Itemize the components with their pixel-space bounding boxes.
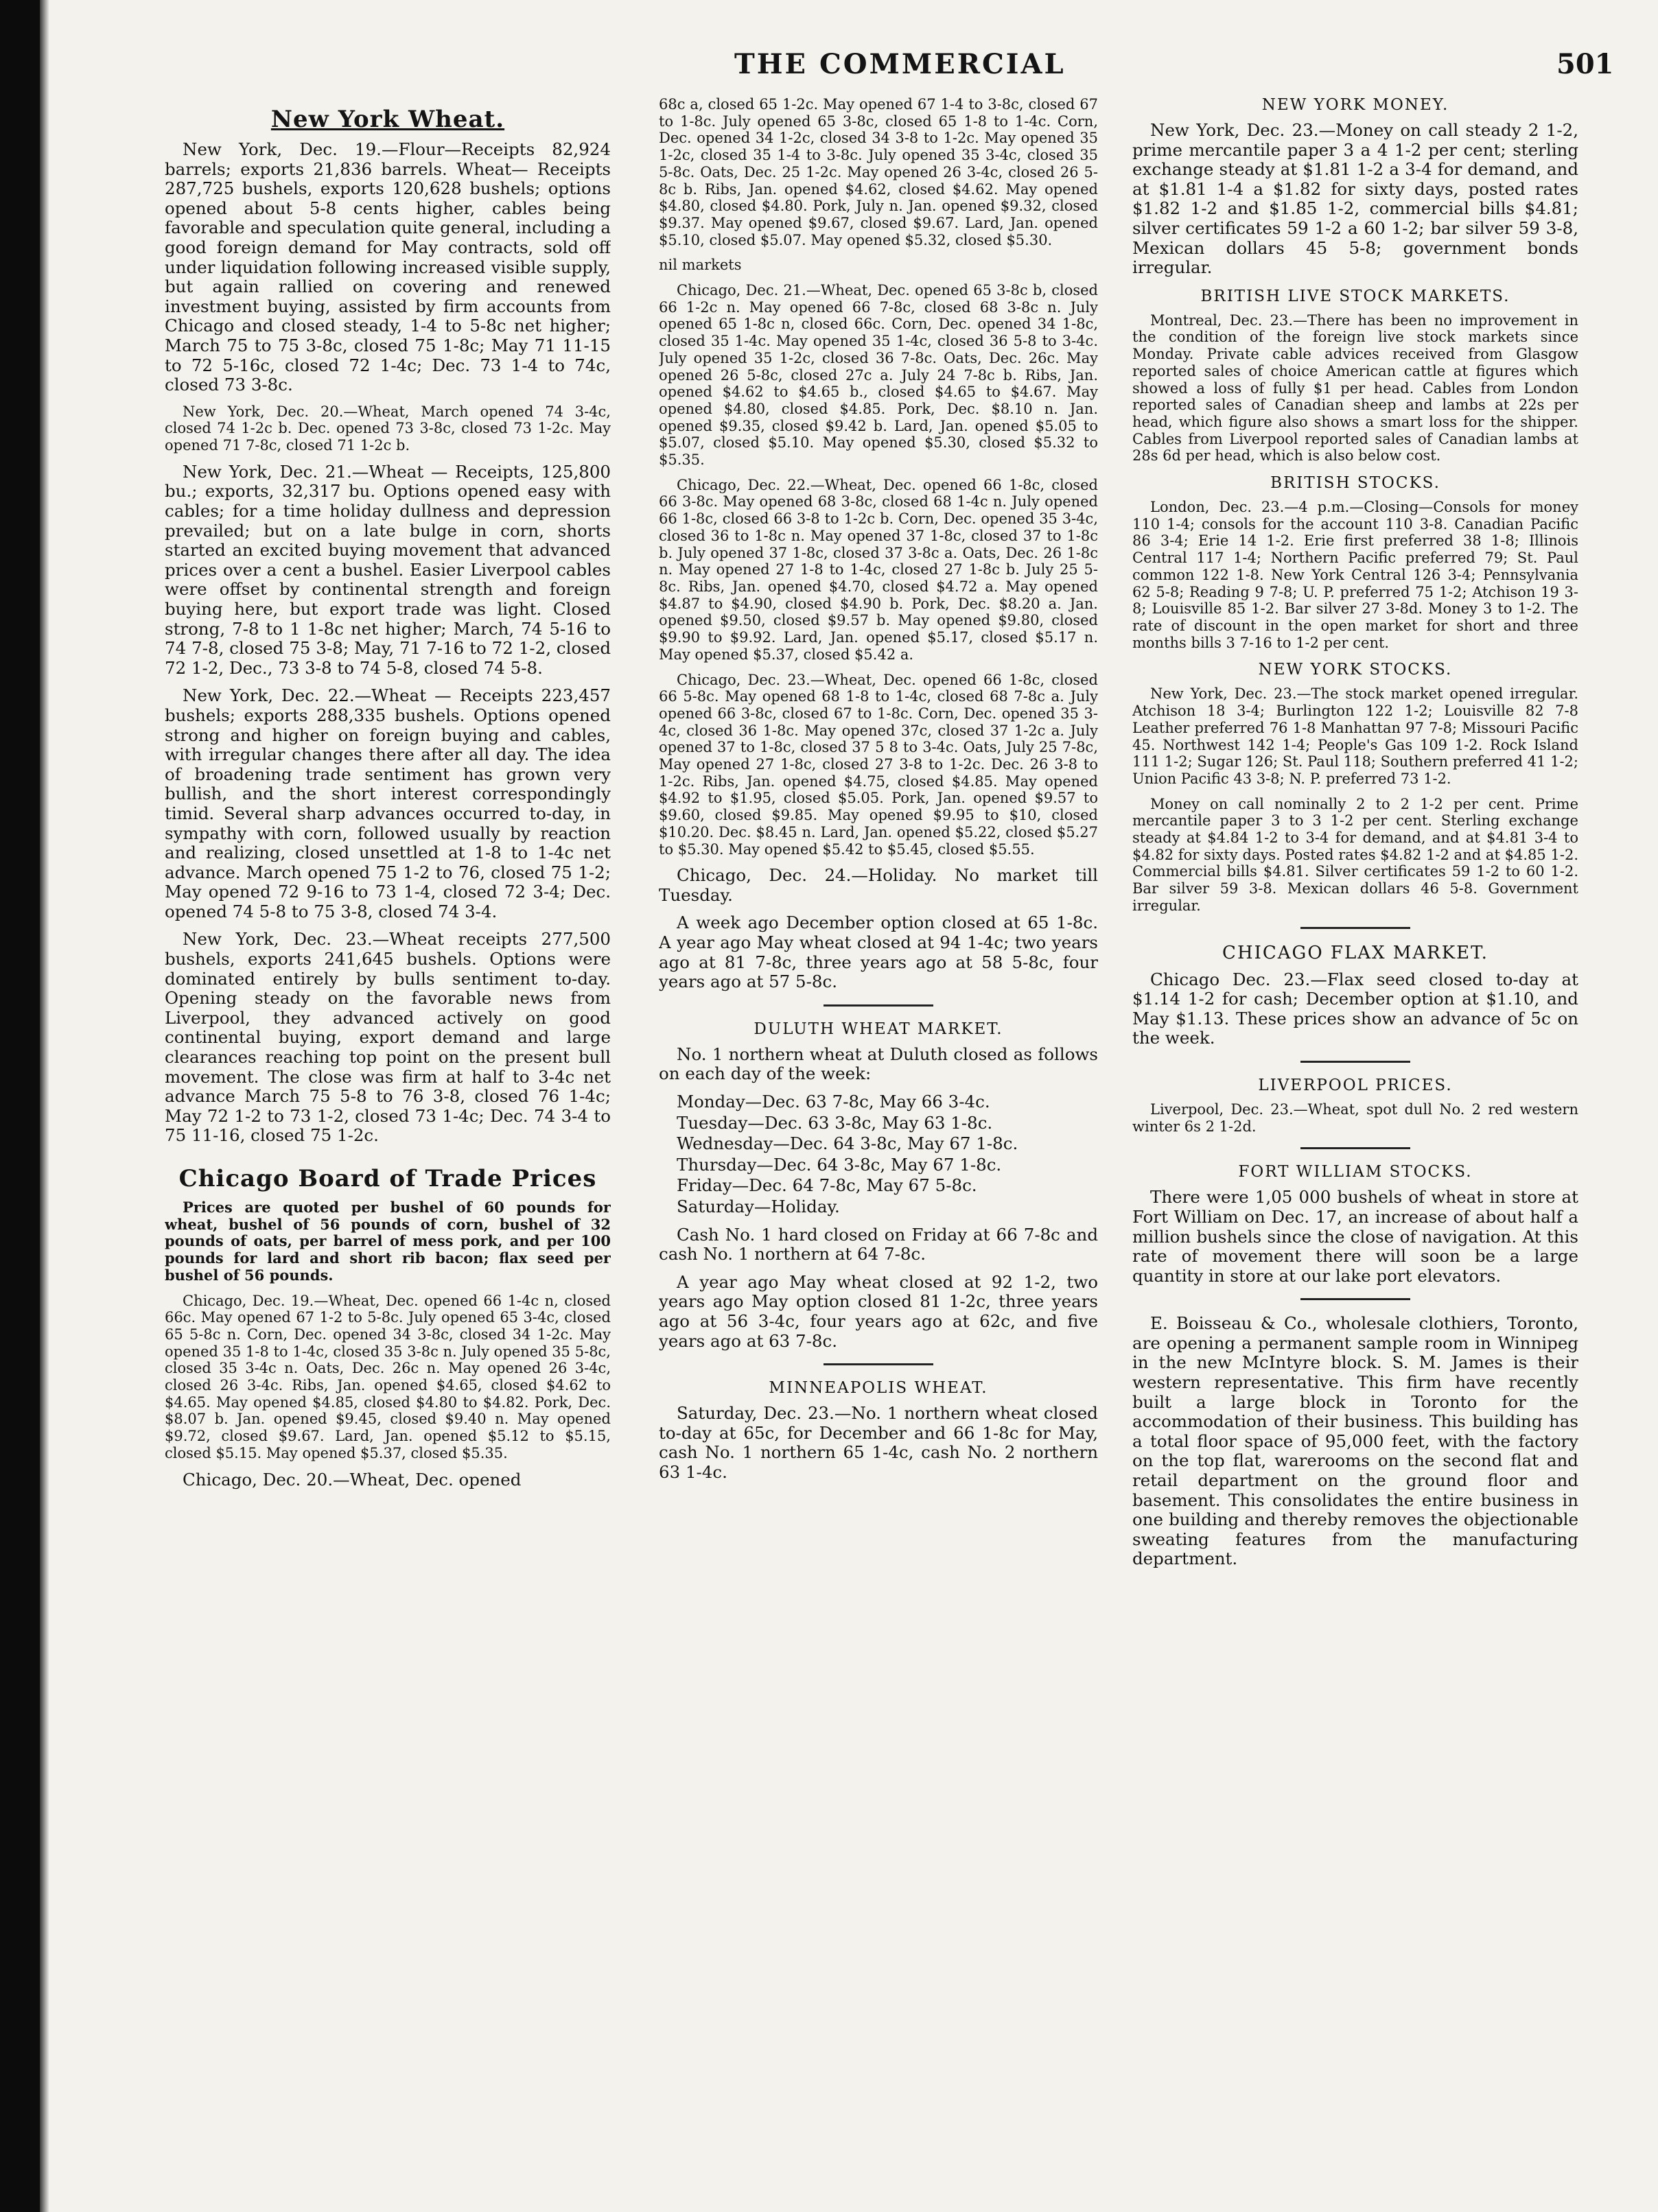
heading-liverpool-prices: LIVERPOOL PRICES. bbox=[1258, 1076, 1453, 1094]
column-right bbox=[1132, 96, 1578, 2017]
section-divider bbox=[1300, 1147, 1410, 1149]
article-paragraph: nil markets bbox=[659, 257, 742, 274]
section-divider bbox=[1300, 927, 1410, 929]
duluth-day-line: Wednesday—Dec. 64 3-8c, May 67 1-8c. bbox=[677, 1133, 1018, 1154]
article-paragraph: New York, Dec. 23.—Money on call steady 2 1-2, prime mercantile paper 3 a 4 1-2 per cent; sterling exchange steady at $1.81 1-2 a 3-4 for demand, and at $1.81 1-4 a $1.82 for sixty days, posted rates $1.82 1-2 and $1.85 1-2, commercial bills $4.81; silver certificates 59 1-2 a 60 1-2; bar silver 59 3-8, Mexican dollars 45 5-8; government bonds irregular. bbox=[1132, 120, 1578, 278]
article-paragraph: Chicago, Dec. 24.—Holiday. No market till Tuesday. bbox=[659, 865, 1098, 905]
article-paragraph: Saturday, Dec. 23.—No. 1 northern wheat closed to-day at 65c, for December and 66 1-8c for May, cash No. 1 northern 65 1-4c, cash No. 2 northern 63 1-4c. bbox=[659, 1403, 1098, 1482]
article-paragraph: New York, Dec. 22.—Wheat — Receipts 223,457 bushels; exports 288,335 bushels. Options opened strong and higher on foreign buying and cables, with irregular changes there after all day. The idea of broadening trade sentiment has grown very bullish, and the short interest correspondingly timid. Several sharp advances occurred to-day, in sympathy with corn, followed usually by reaction and realizing, closed unsettled at 1-8 to 1-4c net advance. March opened 75 1-2 to 76, closed 75 1-2; May opened 72 9-16 to 73 1-4, closed 72 3-4; Dec. opened 74 5-8 to 75 3-8, closed 74 3-4. bbox=[165, 685, 611, 921]
article-paragraph: Money on call nominally 2 to 2 1-2 per cent. Prime mercantile paper 3 to 3 1-2 per cent. Sterling exchange steady at $4.84 1-2 to 3-4 for demand, and at $4.81 3-4 to $4.82 for sixty days. Posted rates $4.82 1-2 and at $4.85 1-2. Commercial bills $4.81. Silver certificates 59 1-2 to 60 1-2. Bar silver 59 3-8. Mexican dollars 46 5-8. Government irregular. bbox=[1132, 795, 1578, 914]
article-paragraph: Liverpool, Dec. 23.—Wheat, spot dull No. 2 red western winter 6s 2 1-2d. bbox=[1132, 1101, 1578, 1135]
article-paragraph: 68c a, closed 65 1-2c. May opened 67 1-4 to 3-8c, closed 67 to 1-8c. July opened 65 3-8c, closed 65 1-8 to 1-4c. Corn, Dec. opened 34 1-2c, closed 34 3-8 to 1-2c. May opened 35 1-2c, closed 35 1-4 to 3-8c. July opened 35 3-4c, closed 35 5-8c. Oats, Dec. 25 1-2c. May opened 26 3-4c, closed 26 5-8c b. Ribs, Jan. opened $4.62, closed $4.62. May opened $4.80, closed $4.80. Pork, July n. Jan. opened $9.32, closed $9.37. May opened $9.67, closed $9.67. Lard, Jan. opened $5.10, closed $5.07. May opened $5.32, closed $5.30. bbox=[659, 96, 1098, 248]
article-paragraph: Chicago, Dec. 19.—Wheat, Dec. opened 66 1-4c n, closed 66c. May opened 67 1-2 to 5-8c. July opened 65 3-4c, closed 65 5-8c n. Corn, Dec. opened 34 3-8c, closed 34 1-2c. May opened 35 1-8 to 1-4c, closed 35 3-8c n. July opened 35 5-8c, closed 35 3-4c n. Oats, Dec. 26c n. May opened 26 3-4c, closed 26 3-4c. Ribs, Jan. opened $4.65, closed $4.62 to $4.65. May opened $4.85, closed $4.80 to $4.82. Pork, Dec. $8.07 b. Jan. opened $9.45, closed $9.40 n. May opened $9.72, closed $9.67. Lard, Jan. opened $5.12 to $5.15, closed $5.15. May opened $5.37, closed $5.35. bbox=[165, 1292, 611, 1461]
article-paragraph: London, Dec. 23.—4 p.m.—Closing—Consols for money 110 1-4; consols for the account 110 3-8. Canadian Pacific 86 3-4; Erie 14 1-2. Erie first preferred 38 1-8; Illinois Central 117 1-4; Northern Pacific preferred 79; St. Paul common 122 1-8. New York Central 126 3-4; Pennsylvania 62 5-8; Reading 9 7-8; U. P. preferred 75 1-2; Atchison 19 3-8; Louisville 85 1-2. Bar silver 27 3-8d. Money 3 to 1-2. The rate of discount in the open market for short and three months bills 3 7-16 to 1-2 per cent. bbox=[1132, 499, 1578, 651]
article-paragraph: New York, Dec. 23.—The stock market opened irregular. Atchison 18 3-4; Burlington 122 1-2; Louisville 82 7-8 Leather preferred 76 1-8 Manhattan 97 7-8; Missouri Pacific 45. Northwest 142 1-4; People's Gas 109 1-2. Rock Island 111 1-2; Sugar 126; St. Paul 118; Southern preferred 41 1-2; Union Pacific 43 3-8; N. P. preferred 73 1-2. bbox=[1132, 685, 1578, 787]
article-paragraph: New York, Dec. 19.—Flour—Receipts 82,924 barrels; exports 21,836 barrels. Wheat— Receipts 287,725 bushels, exports 120,628 bushels; options opened about 5-8 cents higher, cables being favorable and speculation quite general, including a good foreign demand for May contracts, sold off under liquidation following increased visible supply, but again rallied on covering and renewed investment buying, assisted by firm accounts from Chicago and closed steady, 1-4 to 5-8c net higher; March 75 to 75 3-8c, closed 75 1-8c; May 71 11-15 to 72 5-16c, closed 72 1-4c; Dec. 73 1-4 to 74c, closed 73 3-8c. bbox=[165, 139, 611, 395]
heading-chicago-board-of-trade: Chicago Board of Trade Prices bbox=[178, 1165, 597, 1193]
article-paragraph: Chicago, Dec. 22.—Wheat, Dec. opened 66 1-8c, closed 66 3-8c. May opened 68 3-8c, closed 68 1-4c n. July opened 66 1-8c, closed 66 3-8 to 1-2c b. Corn, Dec. opened 35 3-4c, closed 36 to 1-8c n. May opened 37 1-8c, closed 37 to 1-8c b. July opened 37 1-8c, closed 37 3-8c a. Oats, Dec. 26 1-8c n. May opened 27 1-8 to 1-4c, closed 27 1-8c b. July 25 5-8c. Ribs, Jan. opened $4.70, closed $4.72 a. May opened $4.87 to $4.90, closed $4.90 b. Pork, Dec. $8.20 a. Jan. opened $9.50, closed $9.57 b. May opened $9.80, closed $9.90 to $9.92. Lard, Jan. opened $5.17, closed $5.17 n. May opened $5.37, closed $5.42 a. bbox=[659, 476, 1098, 663]
duluth-day-line: Saturday—Holiday. bbox=[677, 1196, 840, 1216]
duluth-day-line: Thursday—Dec. 64 3-8c, May 67 1-8c. bbox=[677, 1154, 1002, 1175]
heading-new-york-wheat: New York Wheat. bbox=[270, 106, 505, 133]
article-paragraph: E. Boisseau & Co., wholesale clothiers, Toronto, are opening a permanent sample room in Winnipeg in the new McIntyre block. S. M. James is their western representative. This firm have recently built a large block in Toronto for the accommodation of their business. This building has a total floor space of 95,000 feet, with the factory on the top flat, warerooms on the second flat and retail department on the ground floor and basement. This consolidates the entire business in one building and thereby removes the objectionable sweating features from the manufacturing department. bbox=[1132, 1313, 1578, 1569]
column-middle bbox=[659, 96, 1098, 2182]
running-head: THE COMMERCIAL bbox=[734, 48, 1066, 80]
article-paragraph: Chicago, Dec. 21.—Wheat, Dec. opened 65 3-8c b, closed 66 1-2c n. May opened 66 7-8c, closed 68 3-8c n. July opened 65 1-8c n, closed 66c. Corn, Dec. opened 34 1-8c, closed 35 1-4c. May opened 35 1-4c, closed 36 5-8 to 3-4c. July opened 35 1-2c, closed 36 7-8c. Oats, Dec. 26c. May opened 26 5-8c, closed 27c a. July 24 7-8c b. Ribs, Jan. opened $4.62 to $4.65 b., closed $4.65 to $4.67. May opened $4.80, closed $4.85. Pork, Dec. $8.10 n. Jan. opened $9.35, closed $9.42 b. Lard, Jan. opened $5.05 to $5.07, closed $5.10. May opened $5.30, closed $5.32 to $5.35. bbox=[659, 282, 1098, 469]
page-binding-shadow bbox=[0, 0, 40, 2212]
heading-british-live-stock: BRITISH LIVE STOCK MARKETS. bbox=[1200, 287, 1510, 305]
article-paragraph: There were 1,05 000 bushels of wheat in store at Fort William on Dec. 17, an increase of about half a million bushels since the close of navigation. At this rate of movement there will soon be a large quantity in store at our lake port elevators. bbox=[1132, 1187, 1578, 1286]
heading-new-york-stocks: NEW YORK STOCKS. bbox=[1258, 661, 1453, 679]
duluth-day-line: Monday—Dec. 63 7-8c, May 66 3-4c. bbox=[677, 1091, 990, 1111]
article-paragraph: New York, Dec. 20.—Wheat, March opened 74 3-4c, closed 74 1-2c b. Dec. opened 73 3-8c, closed 73 1-2c. May opened 71 7-8c, closed 71 1-2c b. bbox=[165, 403, 611, 454]
article-paragraph: No. 1 northern wheat at Duluth closed as follows on each day of the week: bbox=[659, 1044, 1098, 1084]
duluth-day-line: Tuesday—Dec. 63 3-8c, May 63 1-8c. bbox=[677, 1112, 993, 1133]
heading-new-york-money: NEW YORK MONEY. bbox=[1261, 96, 1449, 114]
page-number: 501 bbox=[1556, 48, 1614, 80]
article-paragraph: New York, Dec. 23.—Wheat receipts 277,500 bushels, exports 241,645 bushels. Options were dominated entirely by bulls sentiment to-day. Opening steady on the favorable news from Liverpool, they advanced actively on good continental buying, export demand and large clearances reaching top point on the present bull movement. The close was firm at half to 3-4c net advance March 75 5-8 to 76 3-8, closed 76 1-4c; May 72 1-2 to 73 1-2, closed 73 1-4c; Dec. 74 3-4 to 75 11-16, closed 75 1-2c. bbox=[165, 929, 611, 1146]
page-binding-edge bbox=[40, 0, 49, 2212]
article-paragraph: A week ago December option closed at 65 1-8c. A year ago May wheat closed at 94 1-4c; two years ago at 81 7-8c, three years ago at 58 5-8c, four years ago at 57 5-8c. bbox=[659, 913, 1098, 992]
article-paragraph: Cash No. 1 hard closed on Friday at 66 7-8c and cash No. 1 northern at 64 7-8c. bbox=[659, 1224, 1098, 1264]
section-divider bbox=[1300, 1061, 1410, 1063]
board-intro: Prices are quoted per bushel of 60 pounds for wheat, bushel of 56 pounds of corn, bushel of 32 pounds of oats, per barrel of mess pork, and per 100 pounds for lard and short rib bacon; flax seed per bushel of 56 pounds. bbox=[165, 1199, 611, 1284]
heading-fort-william-stocks: FORT WILLIAM STOCKS. bbox=[1238, 1163, 1473, 1181]
section-divider bbox=[824, 1004, 933, 1007]
article-paragraph: Chicago, Dec. 23.—Wheat, Dec. opened 66 1-8c, closed 66 5-8c. May opened 68 1-8 to 1-4c, closed 68 7-8c a. July opened 66 3-8c, closed 67 to 1-8c. Corn, Dec. opened 35 3-4c, closed 36 1-8c. May opened 37c, closed 37 1-2c a. July opened 37 to 1-8c, closed 37 5 8 to 3-4c. Oats, July 25 7-8c, May opened 27 1-8c, closed 27 3-8 to 1-2c. Dec. 26 3-8 to 1-2c. Ribs, Jan. opened $4.75, closed $4.85. May opened $4.92 to $1.95, closed $5.05. Pork, Jan. opened $9.57 to $9.60, closed $9.85. May opened $9.95 to $10, closed $10.20. Dec. $8.45 n. Lard, Jan. opened $5.22, closed $5.27 to $5.30. May opened $5.42 to $5.45, closed $5.55. bbox=[659, 671, 1098, 858]
section-divider bbox=[824, 1363, 933, 1365]
article-paragraph: Montreal, Dec. 23.—There has been no improvement in the condition of the foreign live stock markets since Monday. Private cable advices received from Glasgow reported sales of choice American cattle at figures which showed a loss of fully $1 per head. Cables from London reported sales of Canadian sheep and lambs at 22s per head, which figure also shows a smart loss for the shipper. Cables from Liverpool reported sales of Canadian lambs at 28s 6d per head, which is also below cost. bbox=[1132, 311, 1578, 464]
heading-chicago-flax: CHICAGO FLAX MARKET. bbox=[1222, 942, 1488, 963]
duluth-day-line: Friday—Dec. 64 7-8c, May 67 5-8c. bbox=[677, 1175, 977, 1196]
article-paragraph: A year ago May wheat closed at 92 1-2, two years ago May option closed 81 1-2c, three years ago at 56 3-4c, four years ago at 62c, and five years ago at 63 7-8c. bbox=[659, 1271, 1098, 1351]
heading-duluth-wheat: DULUTH WHEAT MARKET. bbox=[754, 1020, 1003, 1038]
column-left bbox=[165, 96, 611, 2175]
article-paragraph: New York, Dec. 21.—Wheat — Receipts, 125,800 bu.; exports, 32,317 bu. Options opened easy with cables; for a time holiday dullness and depression prevailed; but on a late bulge in corn, shorts started an excited buying movement that advanced prices over a cent a bushel. Easier Liverpool cables were offset by continental strength and foreign buying here, but export trade was light. Closed strong, 7-8 to 1 1-8c net higher; March, 74 5-16 to 74 7-8, closed 75 3-8; May, 71 7-16 to 72 1-2, closed 72 1-2, Dec., 73 3-8 to 74 5-8, closed 74 5-8. bbox=[165, 461, 611, 678]
article-paragraph: Chicago, Dec. 20.—Wheat, Dec. opened bbox=[183, 1469, 522, 1490]
heading-british-stocks: BRITISH STOCKS. bbox=[1270, 474, 1440, 493]
article-paragraph: Chicago Dec. 23.—Flax seed closed to-day at $1.14 1-2 for cash; December option at $1.10, and May $1.13. These prices show an advance of 5c on the week. bbox=[1132, 969, 1578, 1048]
section-divider bbox=[1300, 1298, 1410, 1300]
heading-minneapolis-wheat: MINNEAPOLIS WHEAT. bbox=[769, 1379, 988, 1398]
